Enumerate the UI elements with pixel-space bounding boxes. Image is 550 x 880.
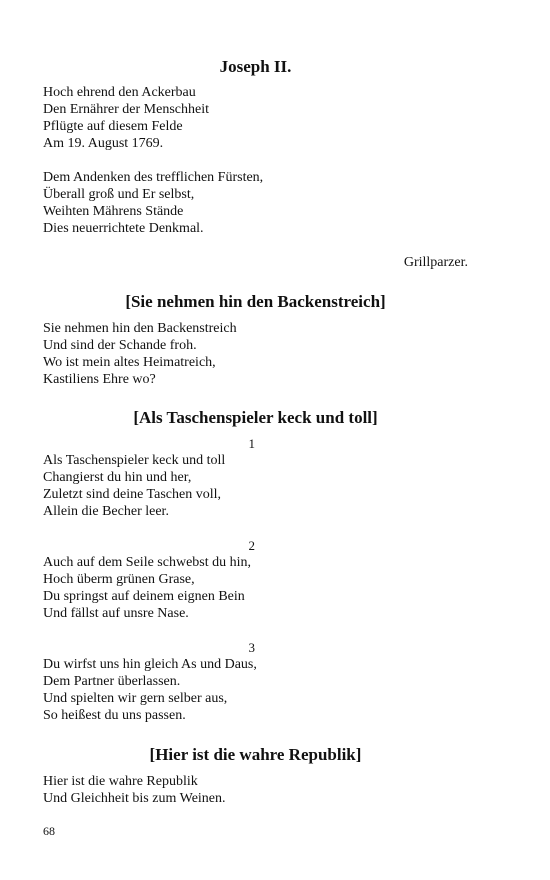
stanza-number: 2 <box>248 538 255 553</box>
verse-line: Hier ist die wahre Republik <box>43 774 198 789</box>
stanza-number: 3 <box>248 640 255 655</box>
stanza <box>43 639 468 724</box>
verse-line: Du springst auf deinem eignen Bein <box>43 589 245 604</box>
verse-line: Zuletzt sind deine Taschen voll, <box>43 487 221 502</box>
stanza <box>43 435 468 520</box>
verse-line: Als Taschenspieler keck und toll <box>43 453 226 468</box>
poem-title-taschenspieler: [Als Taschenspieler keck und toll] <box>133 408 378 427</box>
verse-line: Überall groß und Er selbst, <box>43 187 195 202</box>
verse-line: Und sind der Schande froh. <box>43 338 197 353</box>
verse-line: Am 19. August 1769. <box>43 136 164 151</box>
verse-line: Hoch ehrend den Ackerbau <box>43 85 196 100</box>
stanza-number: 1 <box>248 436 255 451</box>
verse-line: Weihten Mährens Stände <box>43 204 184 219</box>
verse-line: Allein die Becher leer. <box>43 504 169 519</box>
verse-line: Kastiliens Ehre wo? <box>43 372 156 387</box>
stanza <box>43 537 468 622</box>
page-number: 68 <box>43 824 55 838</box>
poem-title-joseph: Joseph II. <box>219 57 292 76</box>
verse-line: Auch auf dem Seile schwebst du hin, <box>43 555 252 570</box>
verse-line: Den Ernährer der Menschheit <box>43 102 209 117</box>
verse-line: Du wirfst uns hin gleich As und Daus, <box>43 657 257 672</box>
poem-title-backenstreich: [Sie nehmen hin den Backenstreich] <box>125 292 386 311</box>
verse-line: Und Gleichheit bis zum Weinen. <box>43 791 226 806</box>
stanza <box>43 169 468 237</box>
stanza <box>43 320 468 388</box>
verse-line: Changierst du hin und her, <box>43 470 192 485</box>
stanza <box>43 84 468 152</box>
verse-line: Dies neuerrichtete Denkmal. <box>43 221 204 236</box>
verse-line: Pflügte auf diesem Felde <box>43 119 183 134</box>
stanza <box>43 773 468 807</box>
verse-line: Und spielten wir gern selber aus, <box>43 691 228 706</box>
poem-title-republik: [Hier ist die wahre Republik] <box>149 745 362 764</box>
verse-line: Und fällst auf unsre Nase. <box>43 606 189 621</box>
author-signature: Grillparzer. <box>403 255 468 270</box>
verse-line: Sie nehmen hin den Backenstreich <box>43 321 237 336</box>
verse-line: Dem Andenken des trefflichen Fürsten, <box>43 170 264 185</box>
verse-line: Dem Partner überlassen. <box>43 674 181 689</box>
verse-line: So heißest du uns passen. <box>43 708 186 723</box>
verse-line: Wo ist mein altes Heimatreich, <box>43 355 216 370</box>
verse-line: Hoch überm grünen Grase, <box>43 572 195 587</box>
page-content <box>43 56 468 807</box>
